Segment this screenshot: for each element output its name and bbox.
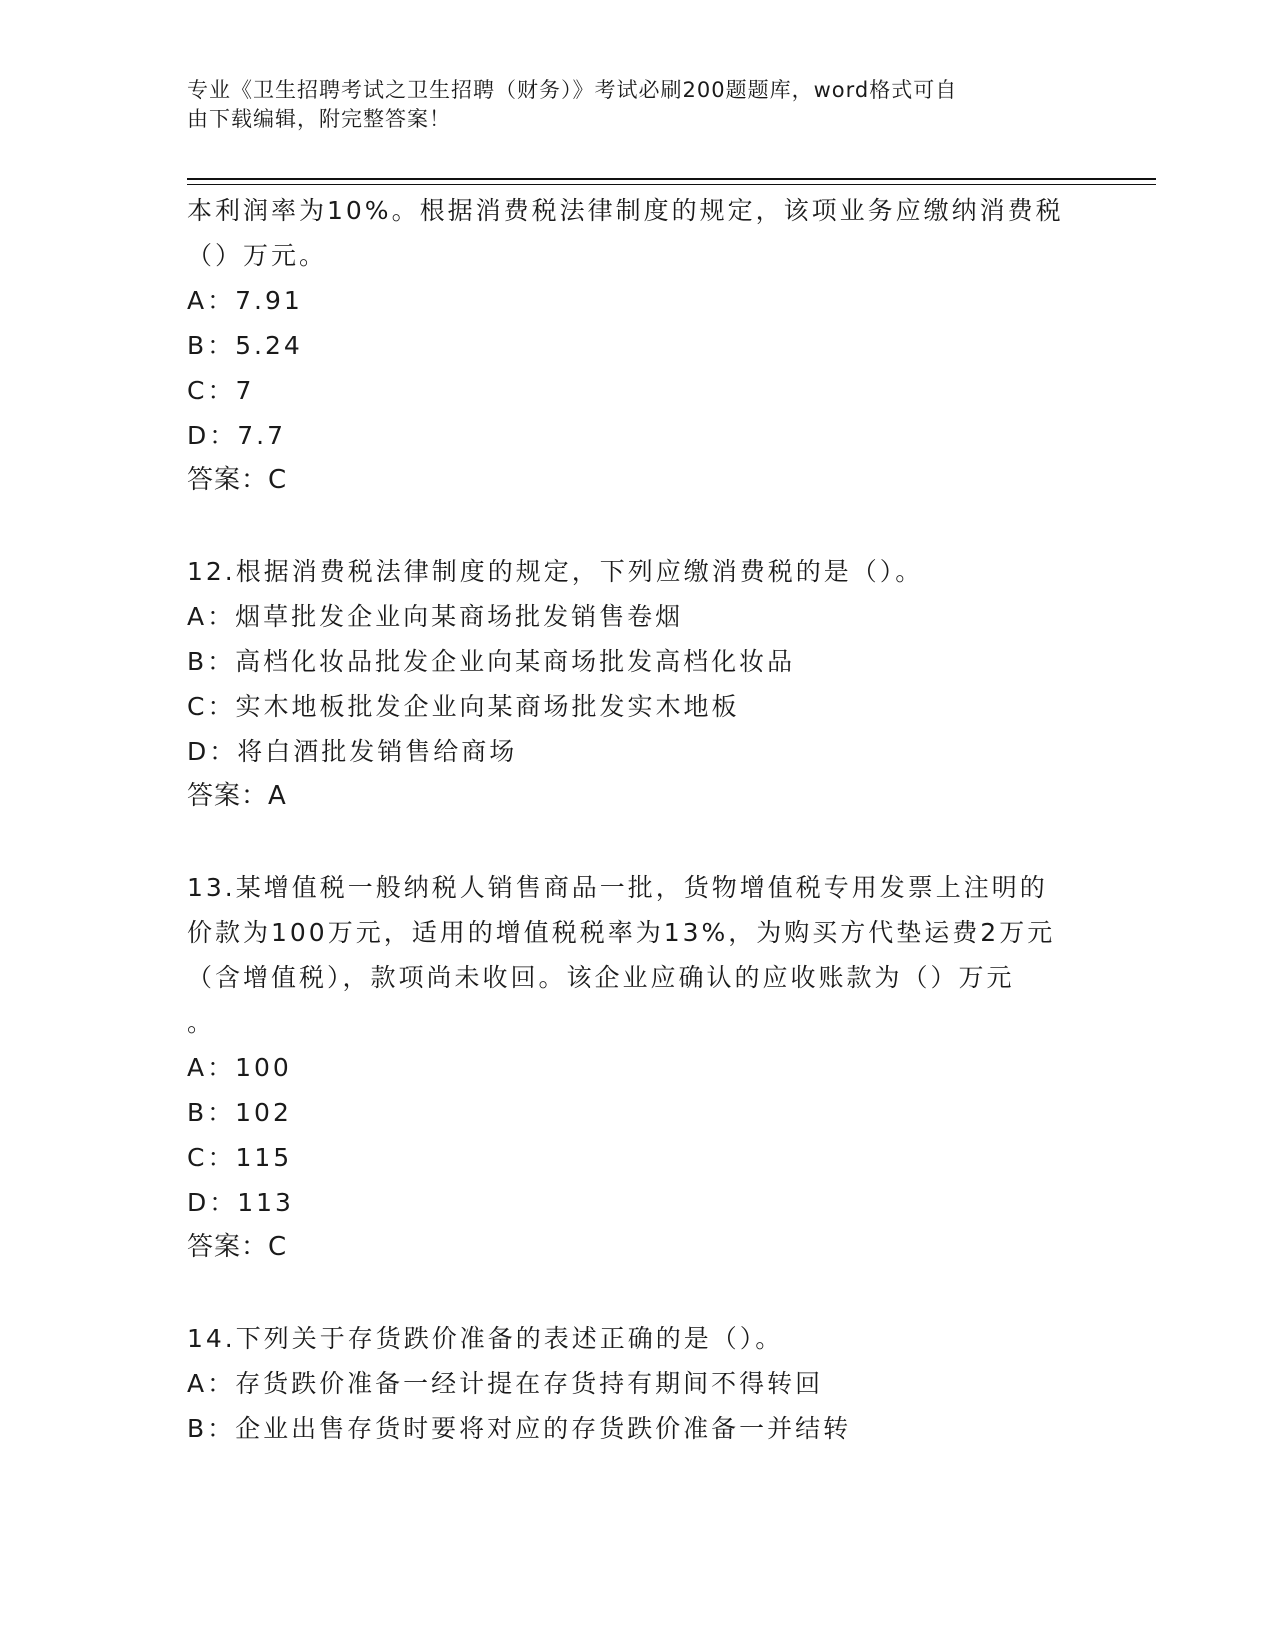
option-d: D：7.7 (187, 421, 287, 450)
option-b: B：102 (187, 1098, 292, 1127)
question-stem-line: 价款为100万元，适用的增值税税率为13%，为购买方代垫运费2万元 (187, 918, 1056, 947)
question-11 (187, 188, 1087, 503)
question-stem-line: 14.下列关于存货跌价准备的表述正确的是（）。 (187, 1324, 784, 1353)
question-stem-line: 12.根据消费税法律制度的规定，下列应缴消费税的是（）。 (187, 557, 924, 586)
option-d: D：将白酒批发销售给商场 (187, 737, 518, 766)
question-stem-line: 13.某增值税一般纳税人销售商品一批，货物增值税专用发票上注明的 (187, 873, 1048, 902)
question-stem-line: （）万元。 (187, 241, 328, 270)
option-c: C：实木地板批发企业向某商场批发实木地板 (187, 692, 740, 721)
answer-line: 答案：C (187, 465, 288, 495)
option-c: C：115 (187, 1143, 293, 1172)
option-a: A：烟草批发企业向某商场批发销售卷烟 (187, 602, 684, 631)
header-line-2: 由下载编辑，附完整答案！ (187, 107, 451, 131)
option-b: B：5.24 (187, 331, 303, 360)
question-spacer (187, 819, 1087, 865)
option-a: A：存货跌价准备一经计提在存货持有期间不得转回 (187, 1369, 824, 1398)
document-header (187, 76, 1067, 134)
question-12 (187, 549, 1087, 819)
option-b: B：企业出售存货时要将对应的存货跌价准备一并结转 (187, 1414, 852, 1443)
question-stem-line: （含增值税），款项尚未收回。该企业应确认的应收账款为（）万元 (187, 963, 1015, 992)
header-divider-thin (187, 184, 1156, 185)
question-14 (187, 1316, 1087, 1451)
question-stem-line: 本利润率为10%。根据消费税法律制度的规定，该项业务应缴纳消费税 (187, 196, 1064, 225)
option-c: C：7 (187, 376, 255, 405)
answer-line: 答案：A (187, 781, 287, 811)
question-13 (187, 865, 1087, 1270)
header-line-1: 专业《卫生招聘考试之卫生招聘（财务）》考试必刷200题题库，word格式可自 (187, 78, 958, 102)
option-b: B：高档化妆品批发企业向某商场批发高档化妆品 (187, 647, 796, 676)
header-divider-thick (187, 178, 1156, 180)
answer-line: 答案：C (187, 1232, 288, 1262)
question-spacer (187, 1270, 1087, 1316)
option-a: A：100 (187, 1053, 292, 1082)
question-spacer (187, 503, 1087, 549)
option-d: D：113 (187, 1188, 294, 1217)
document-body (187, 188, 1087, 1451)
option-a: A：7.91 (187, 286, 303, 315)
question-stem-line: 。 (187, 1008, 216, 1037)
